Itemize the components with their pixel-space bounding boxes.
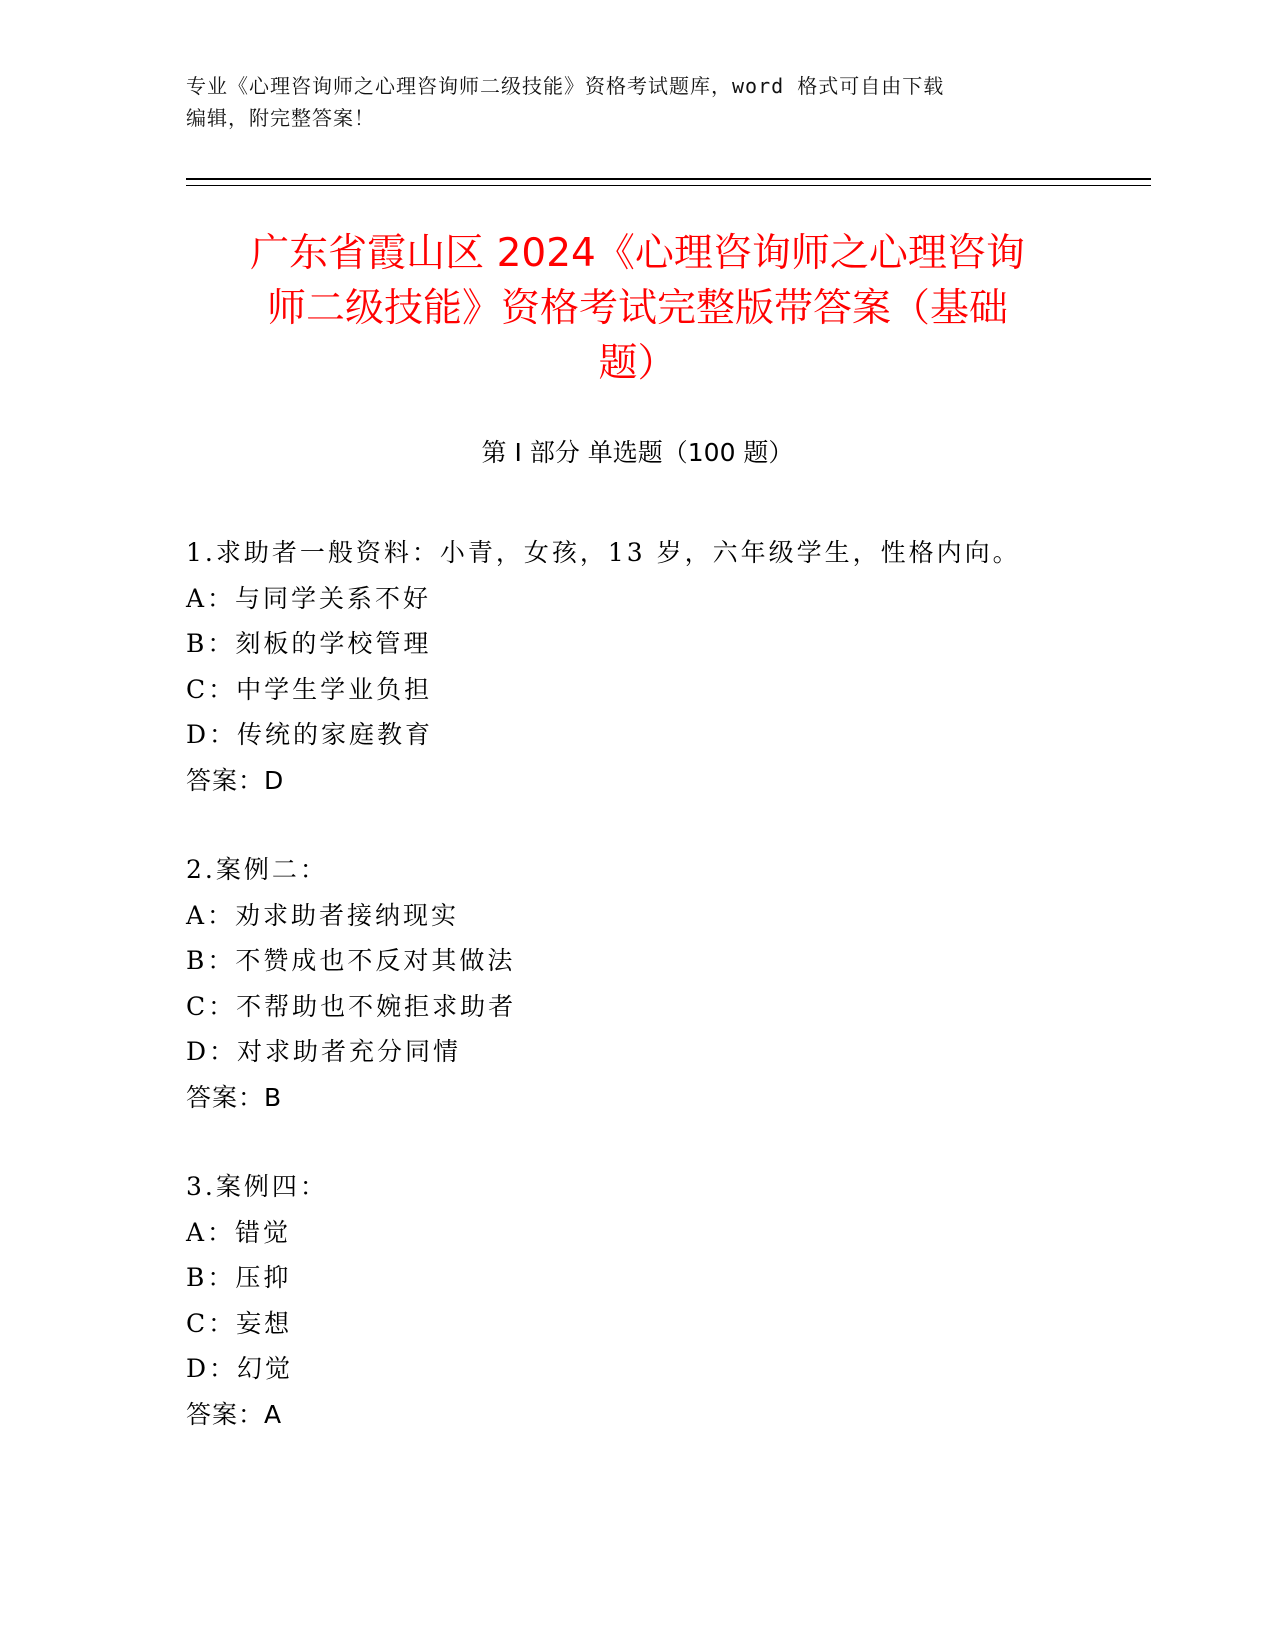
- question-list: [186, 530, 1126, 1481]
- question-item: [186, 530, 1126, 803]
- option-a: A：劝求助者接纳现实: [186, 900, 460, 930]
- question-stem: 1.求助者一般资料：小青，女孩，13 岁，六年级学生，性格内向。: [186, 538, 1021, 567]
- document-header-note: [186, 70, 1086, 134]
- header-note-line: 编辑，附完整答案！: [186, 106, 375, 130]
- question-item: [186, 1164, 1126, 1437]
- option-c: C：不帮助也不婉拒求助者: [186, 991, 517, 1021]
- option-b: B：不赞成也不反对其做法: [186, 946, 516, 975]
- title-line: 师二级技能》资格考试完整版带答案（基础: [266, 286, 1008, 331]
- question-item: [186, 847, 1126, 1120]
- header-divider-thick: [186, 178, 1151, 180]
- title-line: 广东省霞山区 2024《心理咨询师之心理咨询: [250, 231, 1025, 276]
- header-divider-thin: [186, 185, 1151, 186]
- title-line: 题）: [598, 341, 677, 386]
- answer-line: 答案：A: [186, 1399, 283, 1429]
- option-c: C：中学生学业负担: [186, 674, 433, 704]
- option-a: A：错觉: [186, 1217, 292, 1247]
- question-stem: 2.案例二：: [186, 855, 328, 884]
- section-heading: 第 I 部分 单选题（100 题）: [481, 438, 794, 467]
- document-title: [186, 226, 1089, 391]
- option-d: D：对求助者充分同情: [186, 1037, 462, 1066]
- option-c: C：妄想: [186, 1308, 293, 1338]
- answer-line: 答案：B: [186, 1082, 283, 1112]
- header-note-line: 专业《心理咨询师之心理咨询师二级技能》资格考试题库，word 格式可自由下载: [186, 74, 945, 98]
- question-stem: 3.案例四：: [186, 1172, 328, 1201]
- option-d: D：幻觉: [186, 1354, 294, 1383]
- option-b: B：刻板的学校管理: [186, 629, 432, 658]
- answer-line: 答案：D: [186, 765, 285, 795]
- option-b: B：压抑: [186, 1263, 292, 1292]
- option-d: D：传统的家庭教育: [186, 720, 434, 749]
- option-a: A：与同学关系不好: [186, 583, 432, 613]
